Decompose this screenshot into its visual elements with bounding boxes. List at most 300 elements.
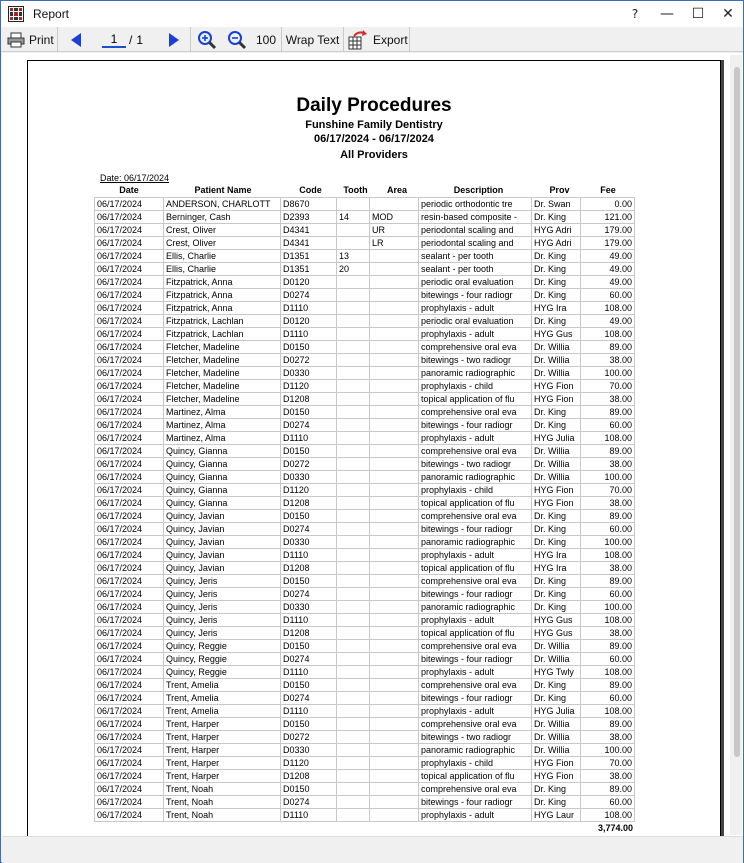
cell-area: [370, 601, 419, 614]
cell-fee: 108.00: [581, 328, 635, 341]
cell-fee: 38.00: [581, 393, 635, 406]
cell-tooth: [337, 588, 370, 601]
cell-description: prophylaxis - adult: [419, 549, 532, 562]
cell-tooth: [337, 237, 370, 250]
cell-patient-name: Berninger, Cash: [164, 211, 281, 224]
minimize-button[interactable]: —: [660, 6, 674, 22]
cell-patient-name: Quincy, Jeris: [164, 588, 281, 601]
cell-date: 06/17/2024: [95, 640, 164, 653]
cell-area: UR: [370, 224, 419, 237]
cell-area: [370, 549, 419, 562]
cell-area: [370, 575, 419, 588]
cell-code: D0274: [281, 653, 337, 666]
cell-tooth: [337, 289, 370, 302]
table-row: [95, 497, 635, 510]
cell-patient-name: Quincy, Gianna: [164, 458, 281, 471]
cell-fee: 89.00: [581, 783, 635, 796]
cell-description: bitewings - four radiogr: [419, 653, 532, 666]
cell-date: 06/17/2024: [95, 250, 164, 263]
cell-tooth: [337, 328, 370, 341]
cell-provider: Dr. King: [532, 406, 581, 419]
cell-date: 06/17/2024: [95, 367, 164, 380]
cell-code: D0150: [281, 640, 337, 653]
cell-tooth: [337, 614, 370, 627]
cell-area: [370, 536, 419, 549]
cell-description: panoramic radiographic: [419, 367, 532, 380]
cell-patient-name: Quincy, Gianna: [164, 484, 281, 497]
wrap-text-button[interactable]: [282, 27, 344, 52]
table-row: [95, 523, 635, 536]
cell-date: 06/17/2024: [95, 809, 164, 822]
cell-area: [370, 263, 419, 276]
cell-patient-name: Trent, Noah: [164, 796, 281, 809]
table-row: [95, 783, 635, 796]
cell-code: D0274: [281, 588, 337, 601]
table-row: [95, 536, 635, 549]
cell-date: 06/17/2024: [95, 614, 164, 627]
cell-area: [370, 250, 419, 263]
cell-fee: 100.00: [581, 601, 635, 614]
cell-fee: 49.00: [581, 263, 635, 276]
table-row: [95, 666, 635, 679]
cell-tooth: [337, 718, 370, 731]
cell-code: D0120: [281, 315, 337, 328]
cell-provider: HYG Fion: [532, 484, 581, 497]
cell-date: 06/17/2024: [95, 679, 164, 692]
cell-tooth: [337, 380, 370, 393]
column-header: Fee: [600, 185, 616, 195]
cell-code: D0272: [281, 458, 337, 471]
cell-fee: 0.00: [581, 198, 635, 211]
cell-date: 06/17/2024: [95, 510, 164, 523]
cell-fee: 108.00: [581, 705, 635, 718]
cell-date: 06/17/2024: [95, 536, 164, 549]
cell-area: [370, 757, 419, 770]
table-row: [95, 198, 635, 211]
cell-date: 06/17/2024: [95, 211, 164, 224]
cell-area: [370, 276, 419, 289]
cell-code: D0120: [281, 276, 337, 289]
cell-date: 06/17/2024: [95, 289, 164, 302]
table-row: [95, 211, 635, 224]
cell-provider: Dr. Willia: [532, 731, 581, 744]
cell-date: 06/17/2024: [95, 393, 164, 406]
cell-description: bitewings - two radiogr: [419, 458, 532, 471]
cell-description: bitewings - four radiogr: [419, 419, 532, 432]
cell-code: D1208: [281, 627, 337, 640]
cell-patient-name: Fitzpatrick, Lachlan: [164, 315, 281, 328]
table-row: [95, 640, 635, 653]
cell-description: resin-based composite -: [419, 211, 532, 224]
cell-patient-name: Fletcher, Madeline: [164, 393, 281, 406]
cell-tooth: [337, 796, 370, 809]
export-icon: [348, 30, 368, 50]
cell-description: prophylaxis - child: [419, 380, 532, 393]
cell-description: prophylaxis - child: [419, 484, 532, 497]
report-title: Daily Procedures: [296, 95, 452, 116]
cell-code: D1110: [281, 432, 337, 445]
cell-code: D1351: [281, 250, 337, 263]
cell-date: 06/17/2024: [95, 666, 164, 679]
zoom-out-button[interactable]: [222, 27, 251, 52]
cell-date: 06/17/2024: [95, 224, 164, 237]
cell-tooth: [337, 601, 370, 614]
table-row: [95, 796, 635, 809]
table-row: [95, 679, 635, 692]
cell-date: 06/17/2024: [95, 731, 164, 744]
cell-provider: Dr. Willia: [532, 718, 581, 731]
cell-patient-name: Trent, Harper: [164, 731, 281, 744]
table-row: [95, 458, 635, 471]
cell-code: D0330: [281, 601, 337, 614]
cell-patient-name: Fletcher, Madeline: [164, 354, 281, 367]
cell-fee: 108.00: [581, 432, 635, 445]
cell-date: 06/17/2024: [95, 354, 164, 367]
table-row: [95, 224, 635, 237]
cell-patient-name: Trent, Harper: [164, 770, 281, 783]
cell-description: comprehensive oral eva: [419, 640, 532, 653]
cell-description: periodic oral evaluation: [419, 276, 532, 289]
cell-provider: HYG Laur: [532, 809, 581, 822]
cell-description: topical application of flu: [419, 393, 532, 406]
cell-description: comprehensive oral eva: [419, 575, 532, 588]
cell-provider: Dr. King: [532, 211, 581, 224]
cell-area: [370, 484, 419, 497]
cell-provider: Dr. King: [532, 796, 581, 809]
column-header: Prov: [549, 185, 570, 195]
cell-fee: 60.00: [581, 796, 635, 809]
scrollbar-thumb[interactable]: [734, 67, 740, 757]
cell-patient-name: Trent, Noah: [164, 783, 281, 796]
cell-provider: Dr. King: [532, 289, 581, 302]
table-row: [95, 770, 635, 783]
cell-fee: 38.00: [581, 562, 635, 575]
cell-provider: Dr. King: [532, 523, 581, 536]
cell-date: 06/17/2024: [95, 302, 164, 315]
cell-patient-name: Crest, Oliver: [164, 224, 281, 237]
cell-code: D1351: [281, 263, 337, 276]
cell-tooth: [337, 692, 370, 705]
cell-area: [370, 718, 419, 731]
cell-code: D0150: [281, 783, 337, 796]
cell-area: [370, 419, 419, 432]
cell-fee: 89.00: [581, 341, 635, 354]
zoom-reset-button[interactable]: [251, 27, 282, 52]
report-page: [27, 60, 721, 836]
cell-tooth: [337, 458, 370, 471]
cell-code: D0150: [281, 718, 337, 731]
cell-code: D0330: [281, 367, 337, 380]
cell-code: D0330: [281, 471, 337, 484]
zoom-out-icon: [227, 30, 247, 50]
cell-date: 06/17/2024: [95, 692, 164, 705]
practice-name: Funshine Family Dentistry: [305, 119, 443, 131]
cell-code: D1208: [281, 770, 337, 783]
cell-date: 06/17/2024: [95, 627, 164, 640]
cell-description: periodontal scaling and: [419, 224, 532, 237]
cell-fee: 108.00: [581, 809, 635, 822]
cell-provider: HYG Fion: [532, 393, 581, 406]
cell-fee: 49.00: [581, 250, 635, 263]
cell-description: sealant - per tooth: [419, 250, 532, 263]
cell-patient-name: Quincy, Gianna: [164, 497, 281, 510]
cell-description: comprehensive oral eva: [419, 679, 532, 692]
cell-description: panoramic radiographic: [419, 601, 532, 614]
cell-fee: 89.00: [581, 445, 635, 458]
fee-total: 3,774.00: [597, 823, 633, 833]
cell-patient-name: Trent, Noah: [164, 809, 281, 822]
cell-code: D1120: [281, 484, 337, 497]
cell-tooth: [337, 653, 370, 666]
print-label: Print: [29, 32, 54, 47]
cell-date: 06/17/2024: [95, 562, 164, 575]
group-date-label: Date: 06/17/2024: [100, 173, 170, 183]
table-row: [95, 601, 635, 614]
cell-area: MOD: [370, 211, 419, 224]
cell-fee: 108.00: [581, 302, 635, 315]
cell-area: [370, 380, 419, 393]
cell-area: [370, 367, 419, 380]
cell-provider: HYG Fion: [532, 770, 581, 783]
cell-fee: 179.00: [581, 224, 635, 237]
cell-description: comprehensive oral eva: [419, 341, 532, 354]
cell-tooth: [337, 445, 370, 458]
cell-fee: 100.00: [581, 744, 635, 757]
window-title: Report: [33, 7, 70, 21]
cell-area: [370, 705, 419, 718]
cell-description: topical application of flu: [419, 770, 532, 783]
cell-code: D4341: [281, 224, 337, 237]
cell-area: [370, 302, 419, 315]
cell-patient-name: Trent, Amelia: [164, 679, 281, 692]
cell-tooth: [337, 419, 370, 432]
cell-tooth: [337, 367, 370, 380]
cell-patient-name: Crest, Oliver: [164, 237, 281, 250]
cell-date: 06/17/2024: [95, 705, 164, 718]
cell-provider: Dr. King: [532, 510, 581, 523]
cell-description: bitewings - four radiogr: [419, 692, 532, 705]
table-row: [95, 471, 635, 484]
cell-patient-name: Martinez, Alma: [164, 432, 281, 445]
help-button[interactable]: ?: [631, 7, 639, 21]
cell-area: [370, 783, 419, 796]
cell-area: [370, 328, 419, 341]
cell-fee: 60.00: [581, 692, 635, 705]
cell-area: [370, 744, 419, 757]
cell-description: topical application of flu: [419, 497, 532, 510]
export-label: Export: [373, 32, 408, 47]
cell-fee: 108.00: [581, 666, 635, 679]
cell-fee: 38.00: [581, 354, 635, 367]
print-button[interactable]: [1, 27, 58, 52]
cell-date: 06/17/2024: [95, 588, 164, 601]
cell-date: 06/17/2024: [95, 601, 164, 614]
column-header: Area: [386, 185, 407, 195]
zoom-value: 100: [255, 32, 277, 47]
cell-patient-name: Fletcher, Madeline: [164, 341, 281, 354]
cell-area: [370, 497, 419, 510]
export-button[interactable]: [344, 27, 410, 52]
cell-date: 06/17/2024: [95, 458, 164, 471]
cell-provider: Dr. Willia: [532, 354, 581, 367]
cell-fee: 89.00: [581, 679, 635, 692]
cell-provider: Dr. King: [532, 679, 581, 692]
cell-patient-name: Trent, Harper: [164, 757, 281, 770]
cell-description: periodontal scaling and: [419, 237, 532, 250]
cell-provider: HYG Twly: [532, 666, 581, 679]
cell-provider: Dr. King: [532, 263, 581, 276]
cell-description: topical application of flu: [419, 627, 532, 640]
cell-provider: Dr. King: [532, 315, 581, 328]
cell-tooth: 14: [337, 211, 370, 224]
cell-provider: Dr. Willia: [532, 653, 581, 666]
cell-patient-name: Trent, Harper: [164, 744, 281, 757]
next-page-button[interactable]: [158, 27, 191, 52]
cell-code: D0274: [281, 419, 337, 432]
table-row: [95, 250, 635, 263]
cell-area: [370, 458, 419, 471]
date-range: 06/17/2024 - 06/17/2024: [314, 133, 434, 145]
table-row: [95, 406, 635, 419]
cell-provider: Dr. Willia: [532, 471, 581, 484]
cell-description: bitewings - four radiogr: [419, 796, 532, 809]
cell-code: D0150: [281, 341, 337, 354]
table-row: [95, 315, 635, 328]
cell-date: 06/17/2024: [95, 315, 164, 328]
cell-description: comprehensive oral eva: [419, 510, 532, 523]
cell-code: D1208: [281, 497, 337, 510]
cell-date: 06/17/2024: [95, 419, 164, 432]
cell-patient-name: Quincy, Jeris: [164, 575, 281, 588]
cell-description: periodic oral evaluation: [419, 315, 532, 328]
cell-patient-name: Quincy, Reggie: [164, 666, 281, 679]
vertical-scrollbar[interactable]: [730, 55, 742, 835]
cell-tooth: [337, 510, 370, 523]
cell-code: D1110: [281, 614, 337, 627]
cell-tooth: [337, 406, 370, 419]
cell-tooth: [337, 783, 370, 796]
table-row: [95, 744, 635, 757]
cell-provider: Dr. Willia: [532, 458, 581, 471]
cell-area: [370, 198, 419, 211]
cell-provider: HYG Adri: [532, 224, 581, 237]
prev-page-button[interactable]: [58, 27, 94, 52]
app-grid-icon: [8, 6, 24, 22]
cell-code: D0274: [281, 692, 337, 705]
table-row: [95, 809, 635, 822]
zoom-in-button[interactable]: [191, 27, 222, 52]
cell-area: [370, 393, 419, 406]
cell-fee: 38.00: [581, 627, 635, 640]
cell-tooth: 20: [337, 263, 370, 276]
cell-code: D1208: [281, 562, 337, 575]
cell-fee: 100.00: [581, 471, 635, 484]
cell-code: D1110: [281, 328, 337, 341]
cell-fee: 89.00: [581, 575, 635, 588]
cell-area: [370, 666, 419, 679]
table-row: [95, 263, 635, 276]
table-row: [95, 445, 635, 458]
cell-tooth: [337, 744, 370, 757]
cell-patient-name: Quincy, Jeris: [164, 601, 281, 614]
table-row: [95, 575, 635, 588]
page-current-input[interactable]: 1: [102, 32, 126, 48]
cell-tooth: [337, 731, 370, 744]
table-row: [95, 549, 635, 562]
cell-tooth: [337, 198, 370, 211]
cell-area: [370, 432, 419, 445]
cell-tooth: [337, 536, 370, 549]
cell-tooth: 13: [337, 250, 370, 263]
cell-date: 06/17/2024: [95, 198, 164, 211]
page-separator: /: [129, 32, 133, 47]
column-header: Patient Name: [194, 185, 252, 195]
cell-provider: Dr. King: [532, 276, 581, 289]
cell-date: 06/17/2024: [95, 549, 164, 562]
cell-tooth: [337, 432, 370, 445]
cell-code: D1120: [281, 757, 337, 770]
cell-date: 06/17/2024: [95, 653, 164, 666]
page-total: 1: [136, 32, 144, 47]
cell-patient-name: Martinez, Alma: [164, 419, 281, 432]
cell-provider: Dr. King: [532, 250, 581, 263]
cell-tooth: [337, 497, 370, 510]
cell-patient-name: Ellis, Charlie: [164, 263, 281, 276]
cell-description: prophylaxis - adult: [419, 614, 532, 627]
cell-date: 06/17/2024: [95, 445, 164, 458]
cell-tooth: [337, 393, 370, 406]
cell-provider: Dr. King: [532, 536, 581, 549]
cell-fee: 89.00: [581, 510, 635, 523]
cell-provider: HYG Ira: [532, 302, 581, 315]
cell-tooth: [337, 666, 370, 679]
cell-provider: Dr. Swan: [532, 198, 581, 211]
cell-area: [370, 627, 419, 640]
table-row: [95, 588, 635, 601]
cell-area: [370, 289, 419, 302]
cell-fee: 100.00: [581, 536, 635, 549]
cell-provider: HYG Adri: [532, 237, 581, 250]
cell-tooth: [337, 627, 370, 640]
toolbar: [1, 27, 743, 52]
cell-description: comprehensive oral eva: [419, 783, 532, 796]
cell-area: [370, 692, 419, 705]
cell-provider: Dr. King: [532, 783, 581, 796]
cell-date: 06/17/2024: [95, 757, 164, 770]
table-row: [95, 276, 635, 289]
table-row: [95, 484, 635, 497]
cell-area: [370, 510, 419, 523]
cell-tooth: [337, 523, 370, 536]
cell-tooth: [337, 315, 370, 328]
cell-fee: 38.00: [581, 731, 635, 744]
zoom-in-icon: [197, 30, 217, 50]
cell-patient-name: Fitzpatrick, Anna: [164, 276, 281, 289]
cell-tooth: [337, 562, 370, 575]
cell-date: 06/17/2024: [95, 328, 164, 341]
wrap-text-label: Wrap Text: [285, 32, 340, 47]
cell-patient-name: Quincy, Javian: [164, 562, 281, 575]
cell-area: [370, 471, 419, 484]
cell-tooth: [337, 549, 370, 562]
cell-date: 06/17/2024: [95, 796, 164, 809]
cell-description: bitewings - four radiogr: [419, 588, 532, 601]
cell-description: prophylaxis - adult: [419, 705, 532, 718]
arrow-left-icon: [69, 32, 83, 48]
close-button[interactable]: ✕: [722, 6, 734, 22]
cell-date: 06/17/2024: [95, 276, 164, 289]
maximize-button[interactable]: ☐: [691, 6, 705, 22]
